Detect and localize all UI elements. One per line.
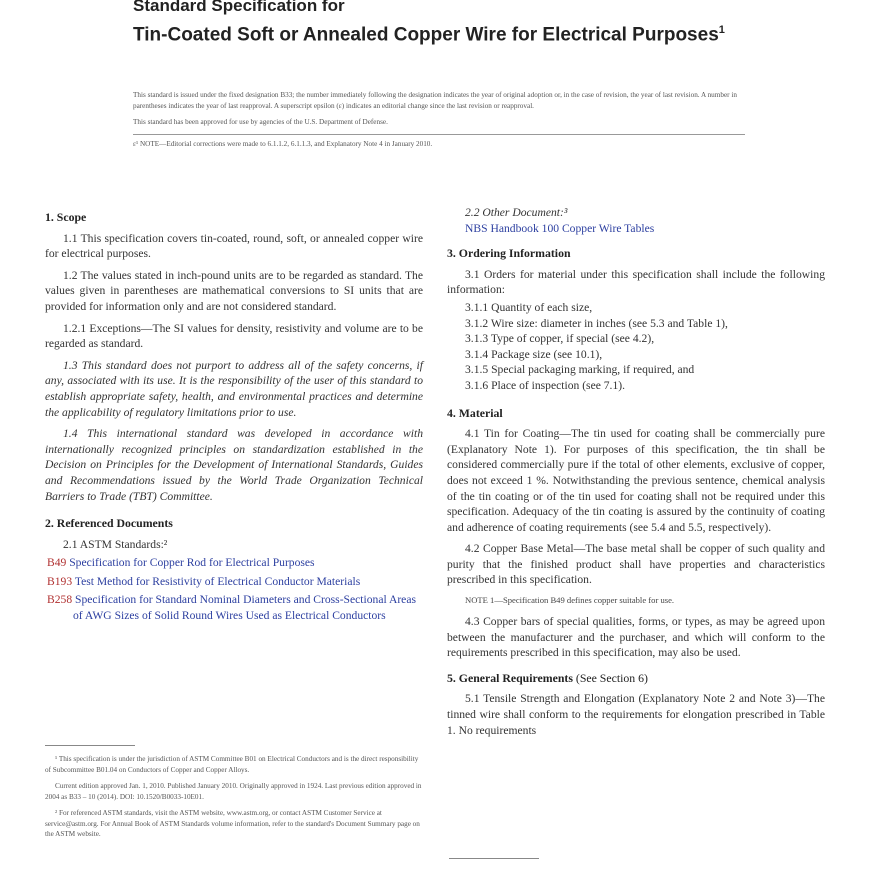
footnotes: [45, 745, 423, 846]
title-line-2: [133, 18, 773, 47]
nbs-link[interactable]: NBS Handbook 100 Copper Wire Tables: [465, 221, 655, 235]
order-item-4: 3.1.4 Package size (see 10.1),: [465, 347, 603, 361]
order-item-1: 3.1.1 Quantity of each size,: [465, 300, 593, 314]
order-item-5: 3.1.5 Special packaging marking, if required, and: [465, 363, 695, 377]
section-5-title: 5. General Requirements: [447, 670, 573, 685]
notice-designation: This standard is issued under the fixed designation B33; the number immediately following the designation indicates the year of original adoption or, in the case of revision, the year of last revision. A number in parentheses indicates the year of last reapproval. A superscript epsilon (ε) indicates an editorial change since the last revision or reapproval.: [133, 91, 737, 110]
para-4-3: 4.3 Copper bars of special qualities, forms, or types, as may be agreed upon between the manufacturer and the purchaser, and which will conform to the requirements prescribed in this specification, may also be used.: [447, 615, 825, 660]
ref-title[interactable]: Specification for Copper Rod for Electrical Purposes: [69, 556, 315, 570]
para-1-1: 1.1 This specification covers tin-coated, round, soft, or annealed copper wire for electrical purposes.: [45, 231, 423, 261]
standard-notice: [133, 90, 745, 155]
right-column: [447, 205, 825, 744]
order-item-2: 3.1.2 Wire size: diameter in inches (see 5.3 and Table 1),: [465, 316, 728, 330]
title-footnote-mark: 1: [718, 24, 725, 36]
footnote-2: ² For referenced ASTM standards, visit the ASTM website, www.astm.org, or contact ASTM Customer Service at service@astm.org. For Annual Book of ASTM Standards volume information, refer to the standard's Document Summary page on the ASTM website.: [45, 809, 420, 838]
para-4-1: 4.1 Tin for Coating—The tin used for coating shall be commercially pure (Explanatory Note 1). For purposes of this specification, the tin shall be considered commercially pure if the total of other elements, exclusive of copper, does not exceed 1 %. Notwithstanding the previous sentence, chemical analysis of the tin coating or of the tin used for coating shall not be required under this specification. Adequacy of the tin coating is assured by the continuity of coating and adherence of coating requirements (see 5.4 and 5.5, respectively).: [447, 427, 825, 534]
note-1: NOTE 1—Specification B49 defines copper suitable for use.: [465, 595, 675, 606]
para-1-2: 1.2 The values stated in inch-pound units are to be regarded as standard. The values given in parentheses are mathematical conversions to SI units that are provided for information only and are not considered standard.: [45, 268, 423, 313]
footnote-1: ¹ This specification is under the jurisdiction of ASTM Committee B01 on Electrical Conductors and is the direct responsibility of Subcommittee B01.04 on Conductors of Copper and Copper Alloys.: [45, 755, 419, 774]
section-5-heading: [447, 671, 825, 687]
para-1-3: 1.3 This standard does not purport to address all of the safety concerns, if any, associated with its use. It is the responsibility of the user of this standard to establish appropriate safety, health, and environmental practices and determine the applicability of regulatory limitations prior to use.: [45, 358, 423, 419]
section-2-heading: 2. Referenced Documents: [45, 516, 173, 531]
ref-title[interactable]: Specification for Standard Nominal Diameters and Cross-Sectional Areas of AWG Sizes of Solid Round Wires Used as Electrical Conductors: [73, 593, 416, 623]
para-5-1: 5.1 Tensile Strength and Elongation (Explanatory Note 2 and Note 3)—The tinned wire shall conform to the requirements for elongation prescribed in Table 1. No requirements: [447, 692, 825, 737]
ref-b258[interactable]: [45, 592, 423, 623]
ref-b49[interactable]: [45, 555, 423, 571]
notice-editorial: ε¹ NOTE—Editorial corrections were made to 6.1.1.2, 6.1.1.3, and Explanatory Note 4 in January 2010.: [133, 134, 745, 150]
para-2-1: 2.1 ASTM Standards:²: [63, 537, 168, 551]
title-line-1: Standard Specification for: [133, 0, 345, 15]
section-5-suffix: (See Section 6): [575, 670, 648, 685]
section-3-heading: 3. Ordering Information: [447, 246, 571, 261]
notice-dod: This standard has been approved for use by agencies of the U.S. Department of Defense.: [133, 118, 388, 127]
order-item-6: 3.1.6 Place of inspection (see 7.1).: [465, 378, 626, 392]
ref-code[interactable]: B193: [47, 574, 73, 588]
para-3-1: 3.1 Orders for material under this specification shall include the following information:: [447, 267, 825, 297]
para-1-2-1: 1.2.1 Exceptions—The SI values for density, resistivity and volume are to be regarded as standard.: [45, 321, 423, 351]
title-text: Tin-Coated Soft or Annealed Copper Wire for Electrical Purposes: [133, 24, 719, 46]
para-1-4: 1.4 This international standard was developed in accordance with internationally recognized principles on standardization established in the Decision on Principles for the Development of International Standards, Guides and Recommendations issued by the World Trade Organization Technical Barriers to Trade (TBT) Committee.: [45, 427, 423, 503]
order-item-3: 3.1.3 Type of copper, if special (see 4.2),: [465, 332, 655, 346]
ref-title[interactable]: Test Method for Resistivity of Electrical Conductor Materials: [74, 574, 361, 588]
ref-b193[interactable]: [45, 574, 423, 590]
ref-code[interactable]: B258: [47, 593, 73, 607]
footnote-rule: [45, 745, 135, 746]
section-4-heading: 4. Material: [447, 405, 503, 420]
ref-code[interactable]: B49: [47, 556, 67, 570]
para-2-2: 2.2 Other Document:³: [465, 206, 568, 219]
section-1-heading: 1. Scope: [45, 210, 87, 224]
para-4-2: 4.2 Copper Base Metal—The base metal shall be copper of such quality and purity that the finished product shall have properties and characteristics prescribed in this specification.: [447, 542, 825, 587]
left-column: [45, 208, 423, 627]
footnote-edition: Current edition approved Jan. 1, 2010. Published January 2010. Originally approved in 1924. Last previous edition approved in 2004 as B33 – 10 (2014). DOI: 10.1520/B0033-10E01.: [45, 782, 422, 801]
ref-nbs-handbook[interactable]: [447, 221, 825, 237]
right-footnote-rule: [449, 858, 539, 859]
title-block: [133, 0, 773, 47]
